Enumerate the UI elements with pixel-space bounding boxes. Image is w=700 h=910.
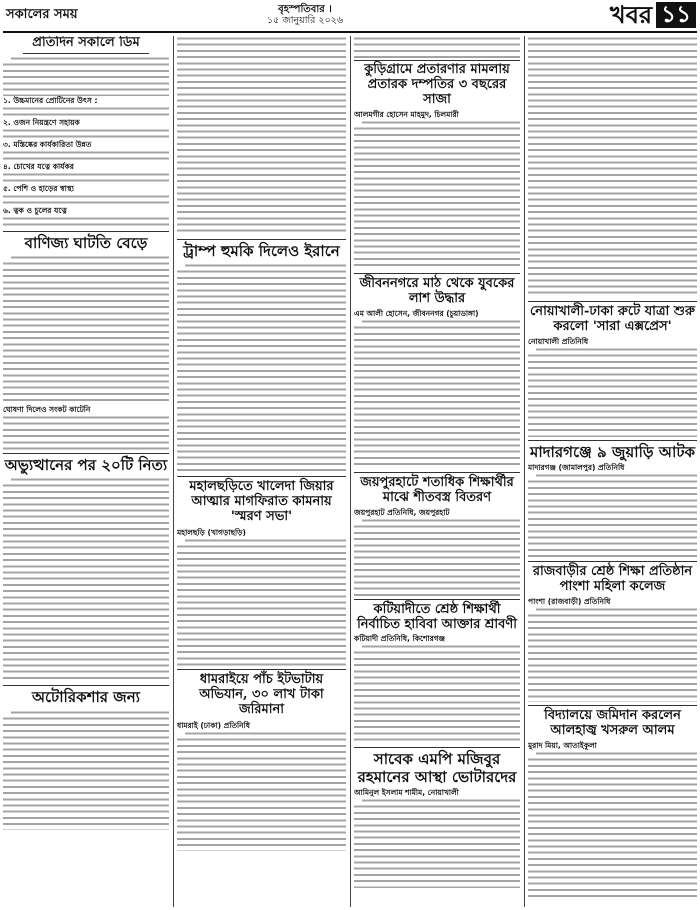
article-byline: ধামরাই (ঢাকা) প্রতিনিধি [177, 720, 251, 730]
subheading: ঘোষণা দিলেও সংকট কাটেনি [3, 405, 91, 415]
article-separator [528, 705, 697, 706]
column-1 [3, 36, 169, 907]
article-headline: বিদ্যালয়ে জমিদান করলেন আলহাজ্ব খসরুল আলম [544, 708, 681, 738]
article-body [354, 644, 520, 744]
article-byline: জয়পুরহাট প্রতিনিধি, জয়পুরহাট [354, 507, 450, 517]
article-separator [3, 453, 169, 454]
article-separator [177, 239, 346, 240]
article-body [177, 36, 346, 236]
article-headline: মহালছড়িতে খালেদা জিয়ার আত্মার মাগফিরাত কামনায় 'স্মরণ সভা' [189, 479, 334, 525]
article-byline: মহালছড়ি (খাগড়াছড়ি) [177, 528, 246, 538]
article-body [177, 263, 346, 473]
article-headline: কুড়িগ্রামে প্রতারণার মামলায় প্রতারক দম্পতির ৩ বছরের সাজা [364, 62, 510, 107]
article-body [177, 538, 346, 666]
article-byline: এম আলী হোসেন, জীবননগর (চুয়াডাঙ্গা) [354, 308, 479, 318]
page-number: ১১ [656, 2, 696, 28]
column-divider [173, 36, 174, 907]
article-headline: ট্রাম্প হুমকি দিলেও ইরানে [183, 242, 340, 260]
article-byline: নোয়াখালী প্রতিনিধি [528, 336, 589, 346]
subheading: ২. ওজন নিয়ন্ত্রণে সহায়ক [3, 117, 80, 127]
article-body [3, 128, 169, 140]
article-headline: বাণিজ্য ঘাটতি বেড়ে [24, 233, 148, 252]
article-noakhali-express [528, 305, 697, 437]
article-body [177, 731, 346, 851]
article-separator [354, 60, 520, 61]
article-headline: সাবেক এমপি মজিবুর রহমানের আস্থা ভোটারদের [357, 750, 517, 786]
article-separator [354, 747, 520, 748]
issue-day: বৃহস্পতিবার । [278, 4, 332, 15]
newspaper-name: সকালের সময় [6, 6, 78, 22]
masthead-rule [3, 31, 697, 33]
article-dhamrai-brickfield [177, 673, 346, 851]
article-separator [3, 231, 169, 232]
article-body [528, 347, 697, 437]
article-separator [528, 301, 697, 302]
section-name: খবর [609, 0, 653, 29]
issue-date: ১৫ জানুয়ারি ২০২৬ [266, 15, 344, 26]
article-headline: নোয়াখালী-ঢাকা রুটে যাত্রা শুরু করলো 'সারা এক্সপ্রেস' [530, 304, 695, 334]
article-headline: ধামরাইয়ে পাঁচ ইটভাটায় অভিযান, ৩০ লাখ টাকা জরিমানা [199, 672, 324, 717]
subheading: ৫. পেশি ও হাড়ের স্বাস্থ্য [3, 183, 74, 193]
article-separator [354, 472, 520, 473]
article-madarganj-gamblers [528, 444, 697, 558]
column-divider [524, 36, 525, 907]
article-body [354, 798, 520, 888]
subheading: ৩. মস্তিষ্কের কার্যকারিতা উন্নত [3, 139, 92, 149]
article-headline: জয়পুরহাটে শতাধিক শিক্ষার্থীর মাঝে শীতবস্ত্র বিতরণ [360, 474, 514, 505]
article-headline: জীবননগরে মাঠ থেকে যুবকের লাশ উদ্ধার [359, 275, 515, 306]
article-headline: অভ্যুত্থানের পর ২০টি নিত্য [4, 456, 168, 475]
article-byline: আমিনুল ইসলাম শামীম, নোয়াখালী [354, 787, 459, 797]
article-auto-rickshaw [3, 689, 169, 829]
article-separator [177, 476, 346, 477]
article-body [528, 607, 697, 702]
article-body [3, 194, 169, 206]
section-header [460, 2, 700, 28]
article-headline: কটিয়াদীতে শ্রেষ্ঠ শিক্ষার্থী নির্বাচিত হাবিবা আক্তার শ্রাবণী [357, 601, 517, 632]
article-separator [354, 273, 520, 274]
article-byline: মুরাদ মিয়া, আতাইকুলা [528, 740, 597, 750]
article-byline: মাদারগঞ্জ (জামালপুর) প্রতিনিধি [528, 463, 625, 473]
article-body [528, 36, 697, 298]
article-body [354, 319, 520, 469]
article-headline: প্রতিদিন সকালে ডিম [32, 36, 140, 50]
article-body [3, 56, 169, 96]
article-mass-uprising [3, 457, 169, 682]
article-school-land-donation [528, 709, 697, 901]
article-egg [3, 36, 169, 228]
article-khaleda-memorial [177, 480, 346, 666]
article-separator [354, 599, 520, 600]
article-separator [3, 685, 169, 686]
column-2 [177, 36, 346, 907]
column-divider [350, 36, 351, 907]
subheading: ৬. ত্বক ও চুলের যত্নে [3, 205, 67, 215]
column-3 [354, 36, 520, 907]
article-body [354, 120, 520, 270]
article-body [3, 415, 169, 450]
article-body [3, 255, 169, 405]
article-headline: রাজবাড়ীর শ্রেষ্ঠ শিক্ষা প্রতিষ্ঠান পাংশা মহিলা কলেজ [532, 564, 693, 595]
article-body [3, 150, 169, 162]
article-body [528, 473, 697, 558]
article-byline: আলমগীর হোসেন মাহমুদ, চিলমারী [354, 109, 459, 119]
article-byline: পাংশা (রাজবাড়ী) প্রতিনিধি [528, 597, 611, 606]
article-separator [528, 561, 697, 562]
article-jibannagar-body [354, 277, 520, 469]
masthead [0, 0, 700, 30]
article-headline: মাদারগঞ্জে ৯ জুয়াড়ি আটক [529, 442, 695, 461]
article-body [3, 710, 169, 830]
article-body [3, 477, 169, 682]
subheading: ৪. চোখের যত্নে কার্যকর [3, 161, 74, 171]
column-4 [528, 36, 697, 907]
article-trump-iran [177, 243, 346, 473]
article-body [528, 751, 697, 901]
article-separator [528, 440, 697, 441]
article-body [354, 36, 520, 58]
article-separator [177, 669, 346, 670]
article-headline: অটোরিকশার জন্য [32, 688, 140, 707]
article-body [3, 216, 169, 228]
article-body [354, 518, 520, 596]
article-body [3, 106, 169, 118]
article-rajbari-college [528, 565, 697, 702]
article-ex-mp [354, 751, 520, 888]
article-kotiadi-student [354, 603, 520, 745]
article-byline: কটিয়াদী প্রতিনিধি, কিশোরগঞ্জ [354, 634, 446, 644]
article-joypurhat-clothes [354, 476, 520, 596]
article-body [3, 172, 169, 184]
subheading: ১. উচ্চমানের প্রোটিনের উৎস : [3, 95, 98, 105]
issue-date-block [150, 4, 460, 26]
article-trade-deficit [3, 235, 169, 450]
article-kurigram-fraud [354, 63, 520, 270]
headline-underline [23, 53, 149, 54]
